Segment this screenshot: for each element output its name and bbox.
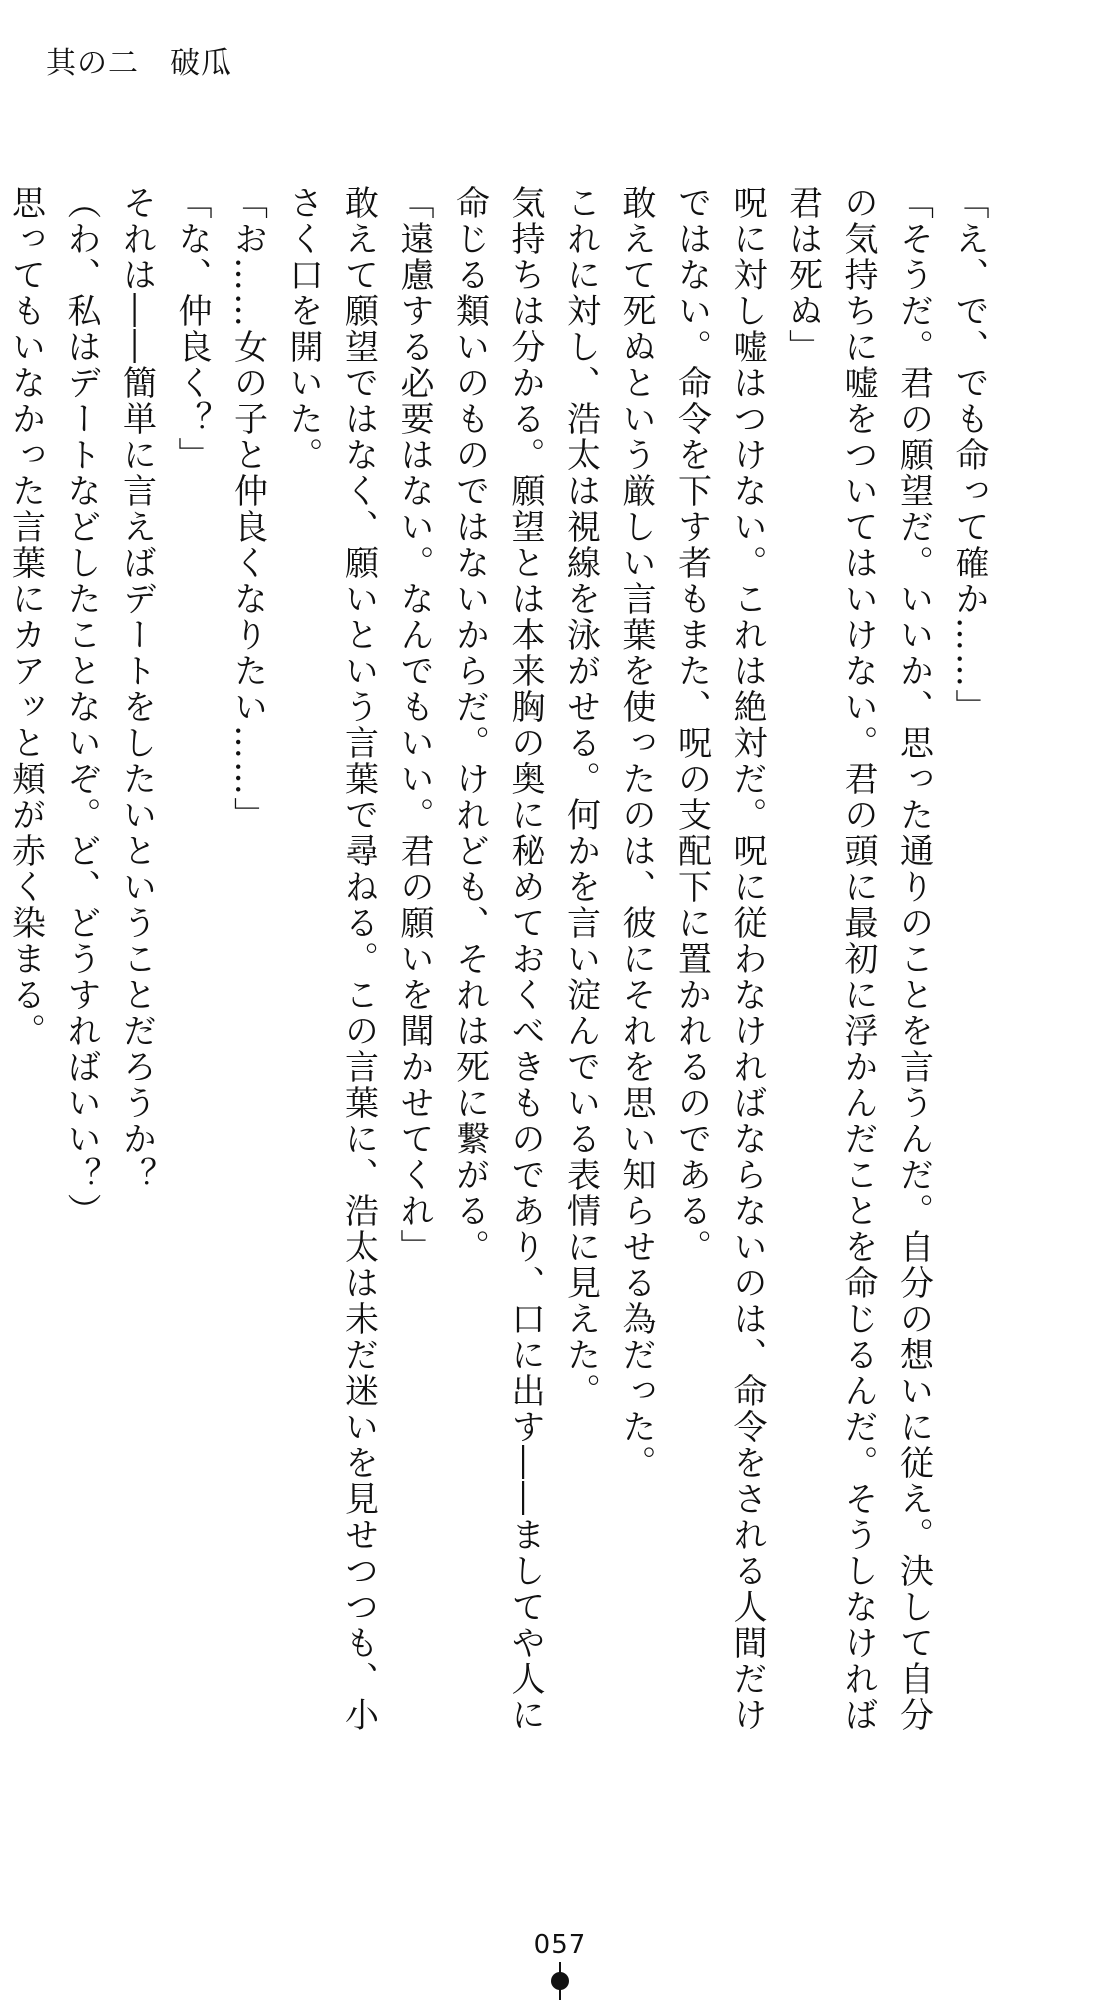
paragraph: 「遠慮する必要はない。なんでもいい。君の願いを聞かせてくれ」: [394, 185, 434, 1265]
paragraph: 気持ちは分かる。願望とは本来胸の奥に秘めておくべきものであり、口に出す――ましてや人に命じる類いのものではないからだ。けれども、それは死に繋がる。: [449, 185, 545, 1733]
body-text: [5, 185, 996, 1745]
paragraph: それは――簡単に言えばデートをしたいということだろうか？: [116, 185, 157, 1193]
paragraph: 敢えて死ぬという厳しい言葉を使ったのは、彼にそれを思い知らせる為だった。: [616, 185, 656, 1481]
page-marker-dot: [551, 1972, 569, 1990]
chapter-header: 其の二 破瓜: [46, 46, 232, 81]
page-marker-icon: [557, 1962, 563, 2000]
paragraph: 「そうだ。君の願望だ。いいか、思った通りのことを言うんだ。自分の想いに従え。決して自分の気持ちに嘘をついてはいけない。君の頭に最初に浮かんだことを命じるんだ。そうしなければ君は死ぬ」: [782, 185, 934, 1733]
paragraph: これに対し、浩太は視線を泳がせる。何かを言い淀んでいる表情に見えた。: [560, 185, 601, 1409]
paragraph: （わ、私はデートなどしたことないぞ。ど、どうすればいい？）: [61, 185, 101, 1229]
paragraph: 思ってもいなかった言葉にカアッと頬が赤く染まる。: [5, 185, 46, 1049]
page-number: 057: [533, 1930, 587, 1960]
paragraph: 「え、で、でも命って確か……」: [949, 185, 989, 725]
paragraph: 敢えて願望ではなく、願いという言葉で尋ねる。この言葉に、浩太は未だ迷いを見せつつも、小さく口を開いた。: [283, 185, 379, 1733]
paragraph: 「お……女の子と仲良くなりたい……」: [227, 185, 268, 833]
paragraph: 「な、仲良く？」: [172, 185, 212, 473]
paragraph: 呪に対し嘘はつけない。これは絶対だ。呪に従わなければならないのは、命令をされる人間だけではない。命令を下す者もまた、呪の支配下に置かれるのである。: [671, 185, 767, 1733]
